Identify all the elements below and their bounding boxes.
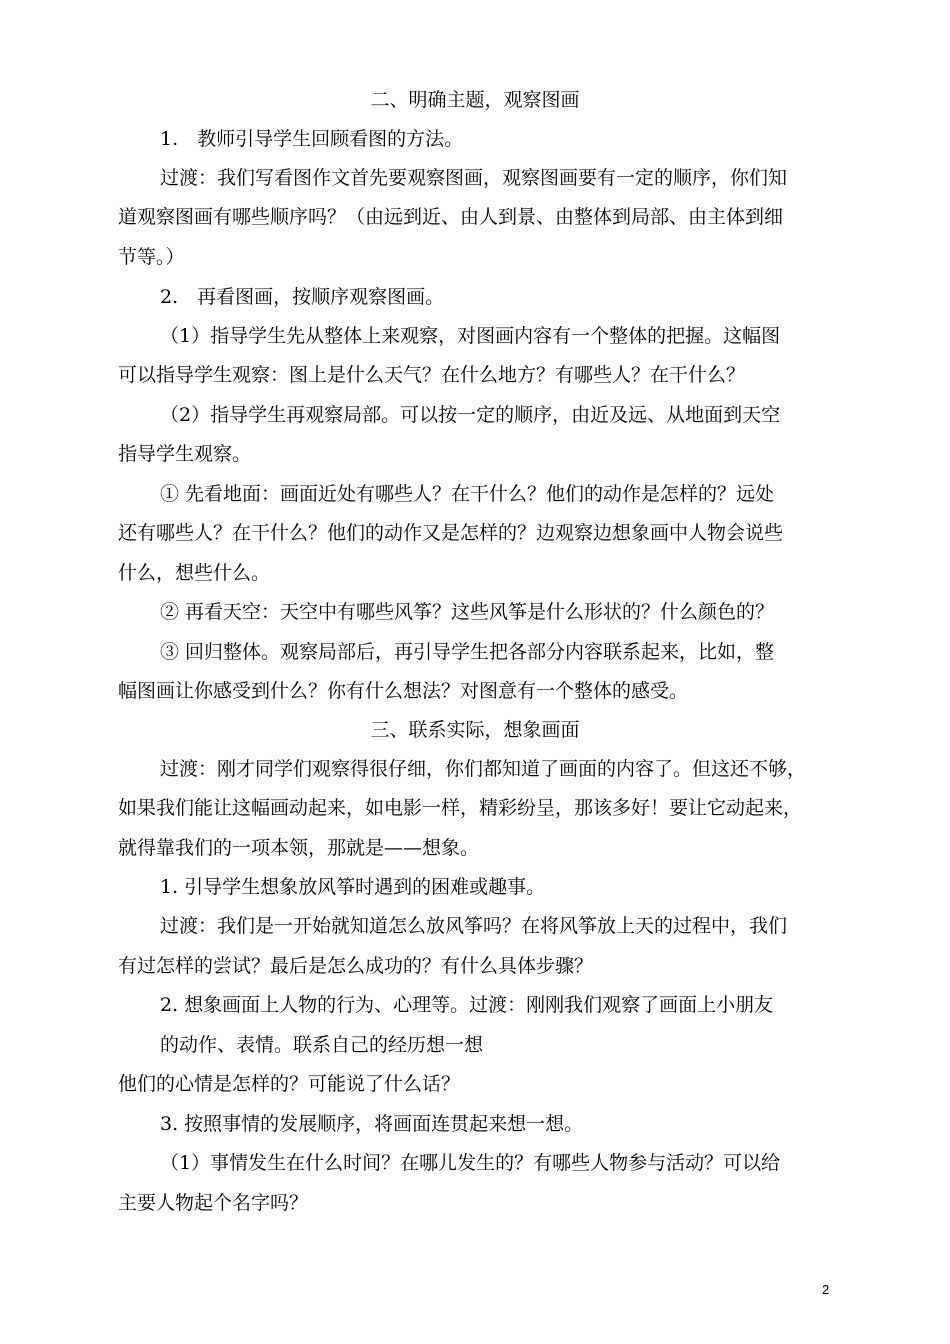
list-item-review-method: 1. 教师引导学生回顾看图的方法。 <box>160 128 464 150</box>
section-heading-2: 二、明确主题，观察图画 <box>370 89 580 111</box>
circled-item-ground: 什么，想些什么。 <box>118 562 271 584</box>
circled-item-sky: ② 再看天空：天空中有哪些风筝？这些风筝是什么形状的？什么颜色的？ <box>160 601 775 623</box>
sub-item-whole: 可以指导学生观察：图上是什么天气？在什么地方？有哪些人？在干什么？ <box>118 364 746 386</box>
sub-item-whole: （1）指导学生先从整体上来观察，对图画内容有一个整体的把握。这幅图 <box>160 325 781 347</box>
sub-item-detail: 指导学生观察。 <box>118 443 252 465</box>
list-item-imagine-behavior: 的动作、表情。联系自己的经历想一想 <box>160 1034 484 1056</box>
transition-paragraph-line: 过渡：我们写看图作文首先要观察图画，观察图画要有一定的顺序，你们知 <box>160 167 788 189</box>
list-item-imagine-behavior: 2. 想象画面上人物的行为、心理等。过渡：刚刚我们观察了画面上小朋友 <box>160 994 774 1016</box>
list-item-kite-difficulty: 1. 引导学生想象放风筝时遇到的困难或趣事。 <box>160 876 546 898</box>
circled-item-ground: 还有哪些人？在干什么？他们的动作又是怎样的？边观察边想象画中人物会说些 <box>118 522 784 544</box>
circled-item-ground: ① 先看地面：画面近处有哪些人？在干什么？他们的动作是怎样的？远处 <box>160 483 775 505</box>
list-item-imagine-behavior: 他们的心情是怎样的？可能说了什么话？ <box>118 1073 461 1095</box>
sub-item-detail: （2）指导学生再观察局部。可以按一定的顺序，由近及远、从地面到天空 <box>160 404 781 426</box>
transition-paragraph-line: 道观察图画有哪些顺序吗？（由远到近、由人到景、由整体到局部、由主体到细 <box>118 206 784 228</box>
transition-paragraph-line: 过渡：刚才同学们观察得很仔细，你们都知道了画面的内容了。但这还不够， <box>160 758 807 780</box>
transition-paragraph-line: 就得靠我们的一项本领，那就是——想象。 <box>118 837 480 859</box>
transition-paragraph-line: 过渡：我们是一开始就知道怎么放风筝吗？在将风筝放上天的过程中，我们 <box>160 915 788 937</box>
transition-paragraph-line: 如果我们能让这幅画动起来，如电影一样，精彩纷呈，那该多好！要让它动起来， <box>118 797 803 819</box>
circled-item-whole: 幅图画让你感受到什么？你有什么想法？对图意有一个整体的感受。 <box>118 680 689 702</box>
circled-item-whole: ③ 回归整体。观察局部后，再引导学生把各部分内容联系起来，比如，整 <box>160 641 775 663</box>
section-heading-3: 三、联系实际，想象画面 <box>370 719 580 741</box>
sub-item-time-place: （1）事情发生在什么时间？在哪儿发生的？有哪些人物参与活动？可以给 <box>160 1152 781 1174</box>
sub-item-time-place: 主要人物起个名字吗？ <box>118 1192 309 1214</box>
list-item-observe-order: 2. 再看图画，按顺序观察图画。 <box>160 286 445 308</box>
page-number: 2 <box>822 1282 830 1297</box>
list-item-sequence: 3. 按照事情的发展顺序，将画面连贯起来想一想。 <box>160 1113 584 1135</box>
transition-paragraph-line: 有过怎样的尝试？最后是怎么成功的？有什么具体步骤？ <box>118 955 594 977</box>
transition-paragraph-line: 节等。） <box>118 246 185 268</box>
